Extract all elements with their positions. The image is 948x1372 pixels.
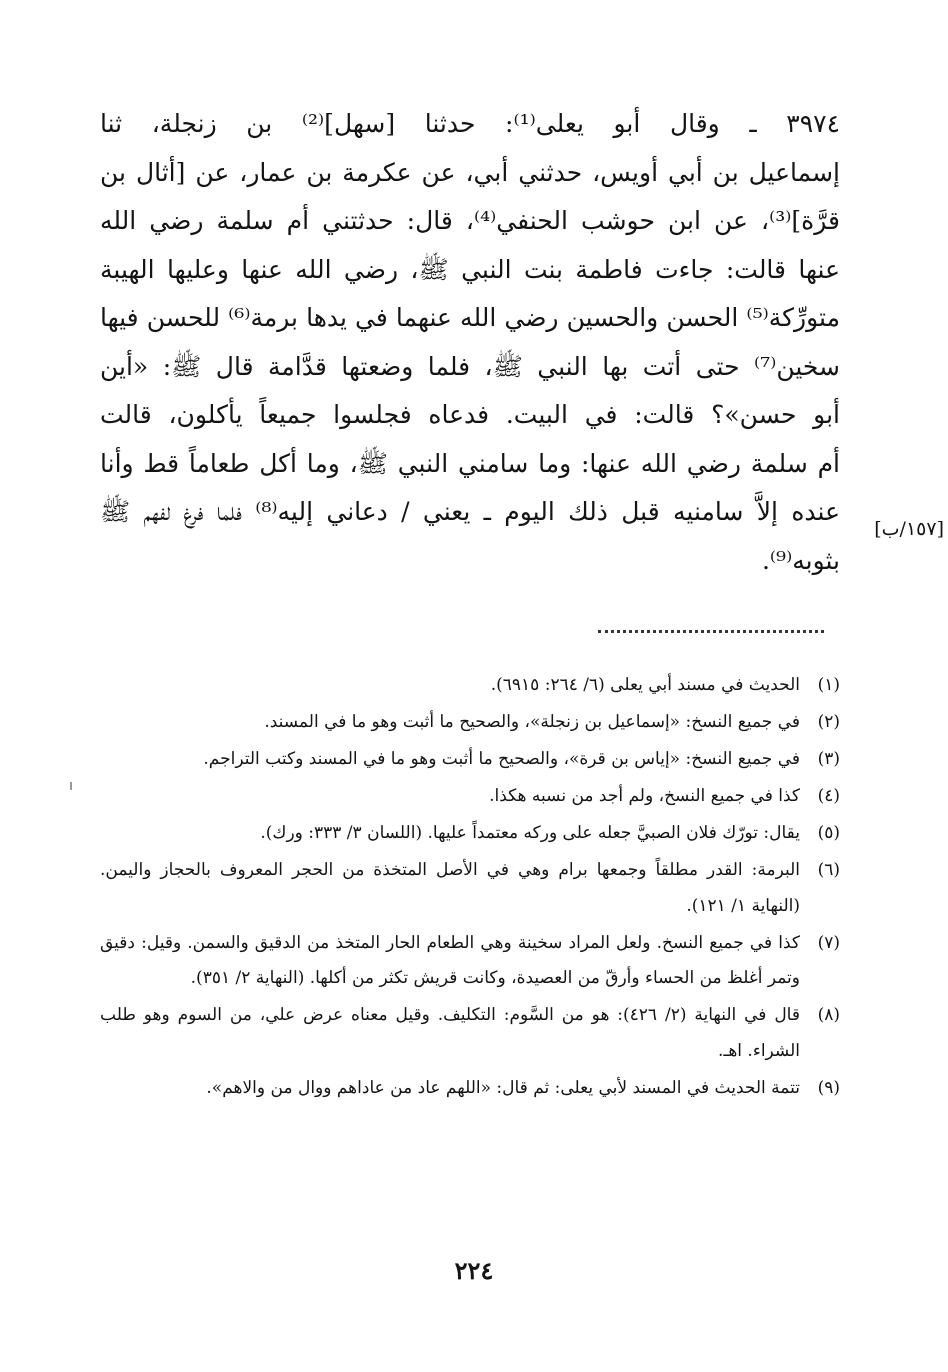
hadith-line: عنها قالت: جاءت فاطمة بنت النبي ﷺ، رضي الله عنها وعليها الهيبة: [100, 254, 840, 284]
hadith-line: إسماعيل بن أبي أويس، حدثني أبي، عن عكرمة بن عمار، عن [أثال بن: [100, 157, 840, 187]
footnote-number: (٢): [817, 712, 840, 732]
hadith-line: أم سلمة رضي الله عنها: وما سامني النبي ﷺ، وما أكل طعاماً قط وأنا: [100, 448, 840, 478]
footnote: [100, 668, 840, 704]
footnote-text: قال في النهاية (٢/ ٤٢٦): هو من السَّوم: التكليف. وقيل معناه عرض علي، من السوم وهو طلب الشراء. اهـ.: [100, 1005, 800, 1061]
footnote-text: كذا في جميع النسخ، ولم أجد من نسبه هكذا.: [489, 786, 800, 806]
hadith-line: قرَّة]⁽³⁾، عن ابن حوشب الحنفي⁽⁴⁾، قال: حدثتني أم سلمة رضي الله: [100, 206, 840, 235]
footnote: [100, 779, 840, 815]
manuscript-folio-reference: [١٥٧/ب]: [874, 518, 944, 540]
footnote-number: (٣): [817, 749, 840, 769]
footnote: [100, 1071, 840, 1107]
footnote-number: (١): [817, 675, 840, 695]
footnote-number: (٥): [817, 823, 840, 843]
footnotes-list: [100, 668, 840, 1108]
hadith-line: عنده إلاَّ سامنيه قبل ذلك اليوم ـ يعني / دعاني إليه⁽⁸⁾ فلما فرغ لفهم ﷺ: [100, 497, 840, 526]
hadith-line: بثوبه⁽⁹⁾.: [761, 545, 840, 575]
footnote-number: (٧): [817, 932, 840, 953]
footnote-number: (٨): [817, 1005, 840, 1025]
footnote-text: الحديث في مسند أبي يعلى (٦/ ٢٦٤: ٦٩١٥).: [490, 675, 800, 695]
footnote: [100, 998, 840, 1069]
hadith-line: أبو حسن»؟ قالت: في البيت. فدعاه فجلسوا جميعاً يأكلون، قالت: [100, 400, 840, 429]
footnote-separator: [598, 630, 824, 633]
footnote-number: (٦): [817, 860, 840, 880]
footnote: [100, 926, 840, 997]
footnote: [100, 705, 840, 741]
footnote-number: (٤): [817, 786, 840, 806]
hadith-line: متورِّكة⁽⁵⁾ الحسن والحسين رضي الله عنهما في يدها برمة⁽⁶⁾ للحسن فيها: [100, 303, 840, 332]
footnote: [100, 742, 840, 778]
footnote-text: في جميع النسخ: «إسماعيل بن زنجلة»، والصحيح ما أثبت وهو ما في المسند.: [264, 712, 800, 732]
scan-speck: [70, 782, 72, 790]
footnote-text: تتمة الحديث في المسند لأبي يعلى: ثم قال: «اللهم عاد من عاداهم ووال من والاهم».: [206, 1077, 800, 1098]
hadith-line: ٣٩٧٤ ـ وقال أبو يعلى⁽¹⁾: حدثنا [سهل]⁽²⁾ بن زنجلة، ثنا: [100, 109, 840, 138]
footnote-text: كذا في جميع النسخ. ولعل المراد سخينة وهي الطعام الحار المتخذ من الدقيق والسمن. وقيل: دقيق وتمر أغلظ من الحساء وأرقّ من العصيدة، وكانت قريش تكثر من أكلها. (النهاية ٢/ ٣٥١).: [100, 932, 800, 988]
hadith-line: سخين⁽⁷⁾ حتى أتت بها النبي ﷺ، فلما وضعتها قدَّامة قال ﷺ: «أين: [100, 351, 840, 381]
footnote-number: (٩): [817, 1077, 840, 1098]
footnote-text: يقال: تورّك فلان الصبيَّ جعله على وركه معتمداً عليها. (اللسان ٣/ ٣٣٣: ورك).: [260, 823, 800, 843]
page-number: ٢٢٤: [454, 1256, 494, 1285]
hadith-text: [100, 100, 840, 585]
footnote: [100, 816, 840, 852]
footnote-text: البرمة: القدر مطلقاً وجمعها برام وهي في الأصل المتخذة من الحجر المعروف بالحجاز واليمن. (النهاية ١/ ١٢١).: [100, 860, 800, 916]
footnote: [100, 853, 840, 924]
footnote-text: في جميع النسخ: «إياس بن قرة»، والصحيح ما أثبت وهو ما في المسند وكتب التراجم.: [203, 749, 800, 769]
